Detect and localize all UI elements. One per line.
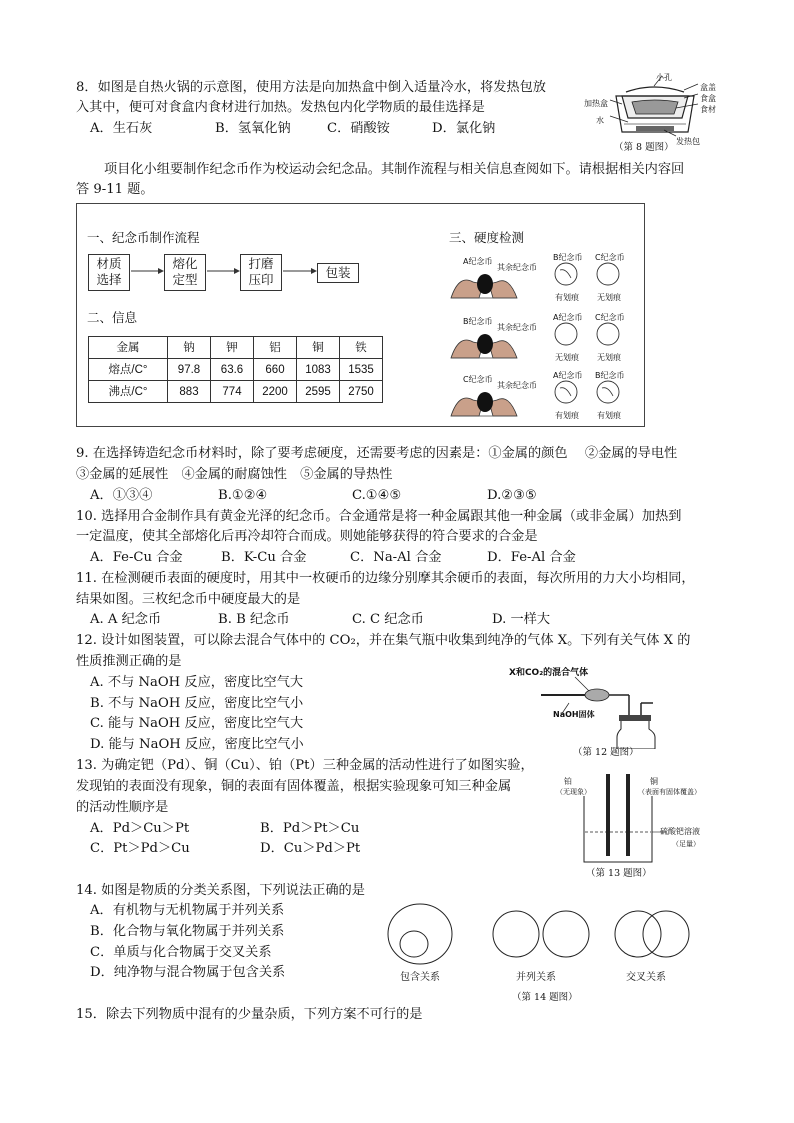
solution-label: 硫酸钯溶液 <box>660 827 700 836</box>
q11-stem-line1: 11. 在检测硬币表面的硬度时，用其中一枚硬币的边缘分别摩其余硬币的表面，每次所用的力大小均相同， <box>76 571 695 586</box>
table-row <box>89 381 383 403</box>
relation-label-contain: 包含关系 <box>400 972 440 983</box>
q13-option-c: C．Pt＞Pd＞Cu <box>90 841 190 856</box>
coin-info-box <box>76 203 645 427</box>
q8-figure-caption: （第 8 题图） <box>614 142 674 153</box>
hotpot-label-foodbox: 食盒 <box>700 94 716 103</box>
flow-step-3-line2: 压印 <box>248 272 274 287</box>
table-header-cell: 金属 <box>89 337 168 359</box>
section1-title: 一、纪念币制作流程 <box>87 231 200 245</box>
q14-stem-line1: 14. 如图是物质的分类关系图，下列说法正确的是 <box>76 883 365 898</box>
q15-stem-line1: 15．除去下列物质中混有的少量杂质，下列方案不可行的是 <box>76 1007 423 1022</box>
tester-label: A纪念币 <box>463 257 493 266</box>
q8-option-b: B．氢氧化钠 <box>215 121 291 136</box>
rest-label: 其余纪念币 <box>497 381 537 390</box>
q9-stem-line2: ③金属的延展性 ④金属的耐腐蚀性 ⑤金属的导热性 <box>76 467 393 482</box>
table-cell: 2595 <box>297 381 340 403</box>
tester-label: C纪念币 <box>463 375 493 384</box>
contain-outer <box>388 904 452 964</box>
section3-title: 三、硬度检测 <box>449 231 525 245</box>
q13-figure-caption: （第 13 题图） <box>586 868 652 879</box>
hotpot-label-lid: 盒盖 <box>700 83 716 92</box>
table-cell: 熔点/C° <box>89 359 168 381</box>
intro-line2: 答 9-11 题。 <box>76 182 154 197</box>
coin-clean-icon <box>597 263 619 285</box>
q12-option-c: C. 能与 NaOH 反应，密度比空气大 <box>90 716 304 731</box>
q14-option-a: A．有机物与无机物属于并列关系 <box>90 903 285 918</box>
q9-stem-line1: 9. 在选择铸造纪念币材料时，除了要考虑硬度，还需要考虑的因素是：①金属的颜色 ②金属的导电性 <box>76 446 678 461</box>
coin-clean-icon <box>597 323 619 345</box>
q8-option-c: C．硝酸铵 <box>327 121 390 136</box>
parallel-left <box>493 911 539 957</box>
flow-step-2-line2: 定型 <box>172 272 198 287</box>
result-label-1: 有划痕 <box>555 411 579 420</box>
naoh-solid-label: NaOH固体 <box>553 710 595 719</box>
pt-label: 铂 <box>564 777 572 786</box>
q13-beaker-figure <box>548 770 718 880</box>
q8-stem-line2: 入其中，便可对食盒内食材进行加热。发热包内化学物质的最佳选择是 <box>76 100 485 115</box>
cross-left <box>615 911 661 957</box>
q14-option-d: D．纯净物与混合物属于包含关系 <box>90 965 286 980</box>
table-cell: 883 <box>168 381 211 403</box>
table-cell: 1083 <box>297 359 340 381</box>
q10-option-a: A．Fe-Cu 合金 <box>90 550 183 565</box>
gas-mixture-label: X和CO₂的混合气体 <box>509 668 589 678</box>
q12-option-d: D. 能与 NaOH 反应，密度比空气小 <box>90 737 304 752</box>
hotpot-label-heatingbox: 加热盒 <box>584 99 608 108</box>
q9-option-b: B.①②④ <box>218 488 268 503</box>
flow-step-1-line2: 选择 <box>96 272 122 287</box>
q14-relation-figure <box>380 900 700 1004</box>
table-cell: 1535 <box>340 359 383 381</box>
tester-label: B纪念币 <box>463 317 493 326</box>
section2-title: 二、信息 <box>87 311 138 325</box>
contain-inner <box>400 931 428 957</box>
table-cell: 774 <box>211 381 254 403</box>
q12-option-a: A. 不与 NaOH 反应，密度比空气大 <box>90 675 304 690</box>
table-header-cell: 铜 <box>297 337 340 359</box>
q14-option-c: C．单质与化合物属于交叉关系 <box>90 945 272 960</box>
q10-option-b: B．K-Cu 合金 <box>221 550 307 565</box>
coin-label-1: B纪念币 <box>553 253 583 262</box>
coin-label-2: B纪念币 <box>595 371 625 380</box>
result-label-2: 无划痕 <box>597 353 621 362</box>
coin-label-2: C纪念币 <box>595 253 625 262</box>
q14-figure-caption: （第 14 题图） <box>512 992 578 1003</box>
pt-note: （无现象） <box>556 788 591 796</box>
flow-step-4-line1: 包装 <box>325 265 351 280</box>
table-cell: 660 <box>254 359 297 381</box>
result-label-2: 无划痕 <box>597 293 621 302</box>
coin-scratched-icon <box>597 381 619 403</box>
hotpot-label-heater: 发热包 <box>676 137 700 146</box>
rest-label: 其余纪念币 <box>497 323 537 332</box>
coin-label-1: A纪念币 <box>553 371 583 380</box>
q12-stem-line1: 12. 设计如图装置，可以除去混合气体中的 CO₂，并在集气瓶中收集到纯净的气体 X。下列有关气体 X 的 <box>76 633 691 648</box>
q9-option-a: A．①③④ <box>90 488 153 503</box>
q11-option-a: A. A 纪念币 <box>90 612 162 627</box>
q13-stem-line1: 13. 为确定钯（Pd）、铜（Cu）、铂（Pt）三种金属的活动性进行了如图实验， <box>76 758 534 773</box>
q11-option-c: C. C 纪念币 <box>352 612 424 627</box>
table-header-cell: 钾 <box>211 337 254 359</box>
q13-option-d: D．Cu＞Pd＞Pt <box>260 841 361 856</box>
coin-label-1: A纪念币 <box>553 313 583 322</box>
relation-label-parallel: 并列关系 <box>516 972 556 983</box>
q10-option-d: D．Fe-Al 合金 <box>487 550 576 565</box>
hardness-test-1 <box>449 248 639 306</box>
q11-option-b: B. B 纪念币 <box>218 612 290 627</box>
table-header-cell: 铝 <box>254 337 297 359</box>
hotpot-label-food: 食材 <box>700 105 716 114</box>
q14-option-b: B．化合物与氧化物属于并列关系 <box>90 924 285 939</box>
q10-option-c: C．Na-Al 合金 <box>350 550 442 565</box>
q10-stem-line1: 10. 选择用合金制作具有黄金光泽的纪念币。合金通常是将一种金属跟其他一种金属（或非金属）加热到 <box>76 509 682 524</box>
q8-option-d: D．氯化钠 <box>432 121 496 136</box>
q13-option-a: A．Pd＞Cu＞Pt <box>90 821 190 836</box>
table-cell: 2200 <box>254 381 297 403</box>
flow-step-1-line1: 材质 <box>96 256 122 271</box>
hardness-test-3 <box>449 366 639 424</box>
q13-option-b: B．Pd＞Pt＞Cu <box>260 821 360 836</box>
result-label-1: 有划痕 <box>555 293 579 302</box>
coin-clean-icon <box>555 323 577 345</box>
relation-diagram <box>380 900 700 970</box>
hotpot-label-hole: 小孔 <box>656 73 672 82</box>
table-cell: 97.8 <box>168 359 211 381</box>
result-label-1: 无划痕 <box>555 353 579 362</box>
flow-arrows <box>77 204 377 304</box>
coin-scratched-icon <box>555 263 577 285</box>
table-cell: 63.6 <box>211 359 254 381</box>
hardness-test-2 <box>449 308 639 366</box>
table-row <box>89 359 383 381</box>
table-header-row <box>89 337 383 359</box>
q13-stem-line3: 的活动性顺序是 <box>76 800 169 815</box>
metal-info-table <box>88 336 383 403</box>
flow-step-2-line1: 熔化 <box>172 256 198 271</box>
table-header-cell: 铁 <box>340 337 383 359</box>
q9-option-c: C.①④⑤ <box>352 488 402 503</box>
q12-option-b: B. 不与 NaOH 反应，密度比空气小 <box>90 696 304 711</box>
relation-label-cross: 交叉关系 <box>626 972 666 983</box>
cu-label: 铜 <box>650 777 658 786</box>
result-label-2: 有划痕 <box>597 411 621 420</box>
table-cell: 2750 <box>340 381 383 403</box>
intro-line1: 项目化小组要制作纪念币作为校运动会纪念品。其制作流程与相关信息查阅如下。请根据相关内容回 <box>104 162 685 177</box>
cu-note: （表面有固体覆盖） <box>638 788 701 796</box>
solution-note: （足量） <box>672 840 700 848</box>
coin-scratched-icon <box>555 381 577 403</box>
cross-right <box>643 911 689 957</box>
q11-stem-line2: 结果如图。三枚纪念币中硬度最大的是 <box>76 592 301 607</box>
q13-stem-line2: 发现铂的表面没有现象，铜的表面有固体覆盖，根据实验现象可知三种金属 <box>76 779 512 794</box>
q12-stem-line2: 性质推测正确的是 <box>76 654 182 669</box>
q10-stem-line2: 一定温度，使其全部熔化后再冷却符合而成。则她能够获得的符合要求的合金是 <box>76 529 538 544</box>
flow-step-3-line1: 打磨 <box>248 256 274 271</box>
table-cell: 沸点/C° <box>89 381 168 403</box>
q11-option-d: D. 一样大 <box>492 612 551 627</box>
table-header-cell: 钠 <box>168 337 211 359</box>
parallel-right <box>543 911 589 957</box>
q12-apparatus-figure <box>505 663 665 757</box>
hotpot-label-water: 水 <box>596 116 604 125</box>
q8-option-a: A．生石灰 <box>90 121 153 136</box>
rest-label: 其余纪念币 <box>497 263 537 272</box>
coin-label-2: C纪念币 <box>595 313 625 322</box>
q12-figure-caption: （第 12 题图） <box>573 747 639 758</box>
q8-stem-line1: 8．如图是自热火锅的示意图，使用方法是向加热盒中倒入适量冷水，将发热包放 <box>76 80 546 95</box>
q9-option-d: D.②③⑤ <box>487 488 537 503</box>
q8-hotpot-figure <box>584 70 734 158</box>
